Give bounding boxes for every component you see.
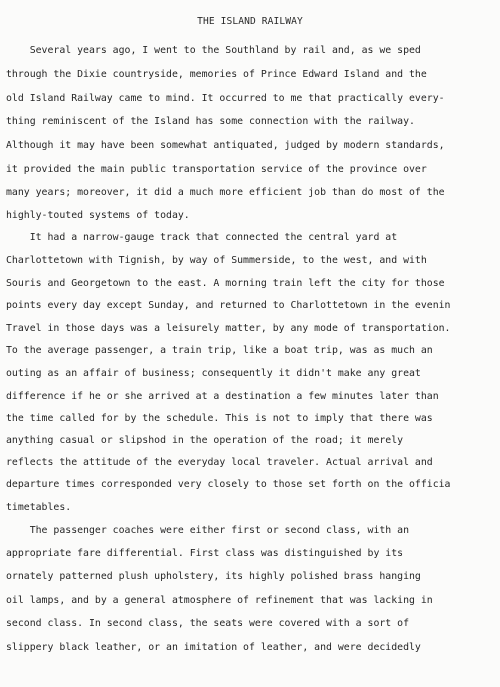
text-line: Travel in those days was a leisurely matter, by any mode of transportation.	[6, 323, 451, 334]
text-line: it provided the main public transportation service of the province over	[6, 164, 427, 175]
text-line: reflects the attitude of the everyday local traveler. Actual arrival and	[6, 457, 433, 468]
text-line: Souris and Georgetown to the east. A morning train left the city for those	[6, 278, 445, 289]
text-line: the time called for by the schedule. This is not to imply that there was	[6, 413, 433, 424]
text-line: Although it may have been somewhat antiquated, judged by modern standards,	[6, 140, 445, 151]
text-line: Charlottetown with Tignish, by way of Summerside, to the west, and with	[6, 255, 427, 266]
text-line: To the average passenger, a train trip, like a boat trip, was as much an	[6, 345, 433, 356]
text-line: ornately patterned plush upholstery, its highly polished brass hanging	[6, 571, 421, 582]
text-line: highly-touted systems of today.	[6, 210, 190, 221]
text-line: thing reminiscent of the Island has some connection with the railway.	[6, 116, 415, 127]
text-line: oil lamps, and by a general atmosphere of refinement that was lacking in	[6, 595, 433, 606]
text-line: outing as an affair of business; consequently it didn't make any great	[6, 368, 421, 379]
text-line: many years; moreover, it did a much more efficient job than do most of the	[6, 187, 445, 198]
text-line: anything casual or slipshod in the operation of the road; it merely	[6, 435, 404, 446]
text-line: second class. In second class, the seats were covered with a sort of	[6, 618, 409, 629]
page-title: THE ISLAND RAILWAY	[197, 16, 303, 27]
text-line: Several years ago, I went to the Southland by rail and, as we sped	[6, 45, 421, 56]
text-line: timetables.	[6, 502, 72, 513]
text-line: old Island Railway came to mind. It occurred to me that practically every-	[6, 93, 445, 104]
text-line: It had a narrow-gauge track that connected the central yard at	[6, 232, 398, 243]
text-line: points every day except Sunday, and returned to Charlottetown in the evenin	[6, 300, 451, 311]
text-line: difference if he or she arrived at a destination a few minutes later than	[6, 391, 439, 402]
text-line: slippery black leather, or an imitation of leather, and were decidedly	[6, 642, 421, 653]
text-line: through the Dixie countryside, memories of Prince Edward Island and the	[6, 69, 427, 80]
text-line: appropriate fare differential. First class was distinguished by its	[6, 548, 404, 559]
text-line: departure times corresponded very closely to those set forth on the officia	[6, 479, 451, 490]
text-line: The passenger coaches were either first or second class, with an	[6, 525, 409, 536]
